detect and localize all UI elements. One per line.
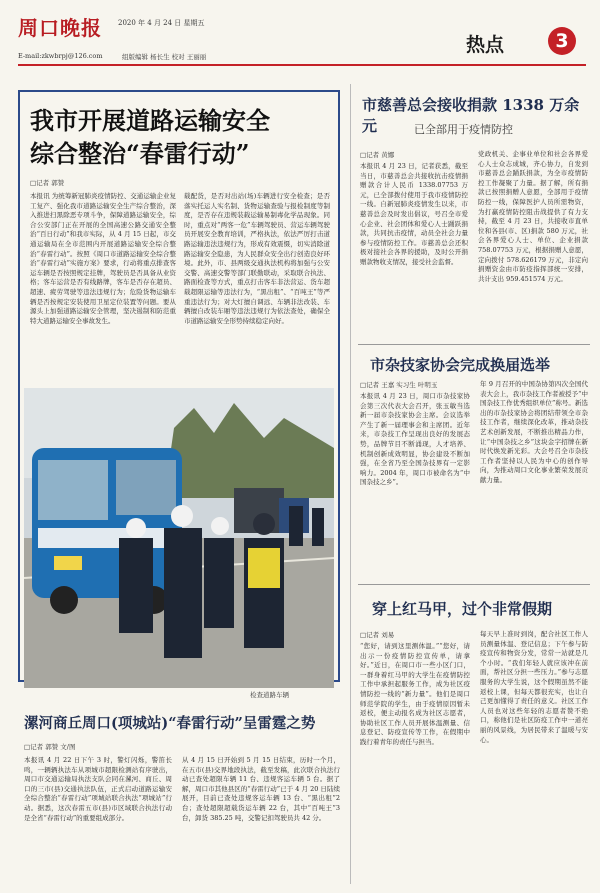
donation-body-col-2: 党政机关、企事业单位和社会各界爱心人士众志成城，齐心协力，自发到市慈善总会踊跃捐款，为全市疫情防控工作凝聚了力量。据了解，所有捐款已按照捐赠人意愿，全部用于疫情防控一线，保障医护人员所需物资，为打赢疫情防控阻击战提供了有力支持，截至 4 月 23 日，共接收市直单位和各县(市、区)捐款 580 万元，社会各界爱心人士、单位、企业捐款 758.07753 万元，根据捐赠人意愿，定向拨付 578.626179 万元，非定向捐赠资金由市防疫指挥部统一安排，共计支出 959.451574 万元。 xyxy=(478,150,588,283)
header-rule xyxy=(18,64,586,66)
donation-subhead: 已全部用于疫情防控 xyxy=(414,123,513,136)
lead-body-col-2: 载配货，是否对出站(场)车辆进行安全检查；是否落实托运人实名制、货物运输查验与报检制度等制度，是否存在违规装载运输易制毒化学品现象。同时，重点对“两客一危”车辆驾驶员、营运车辆驾驶员开展安全教育培训，严格执法，依法严厉打击道路运输违法违规行为，形成有效震慑，切实消除道路运输安全隐患，为人民群众安全出行创造良好环境。此外，市、县两级交通执法机构将加强与公安交警、高速交警等部门联勤联动，采取联合执法、路面检查等方式，重点打击客车非法营运、货车超载超限运输等违法行为，“黑出租”、“百吨王”等严重违法行为；对大灯擅自调远、车辆非法改装、车辆擅自改装车厢等违法违规行为依法查处，确保全市道路运输安全形势持续稳定向好。 xyxy=(184,192,330,325)
skills-headline: 市杂技家协会完成换届选举 xyxy=(370,356,551,374)
donation-byline: □记者 黄娜 xyxy=(360,151,395,159)
road-inspection-illustration xyxy=(24,388,334,688)
lead-headline xyxy=(30,104,330,170)
holiday-body-col-1: “您好，请到这里测体温。”“您好，请出示一份疫情防控宣传单，请拿好。”近日，在周口市一些小区门口，一群身着红马甲的大学生在疫情防控工作中承担起服务工作，成为社区疫情防控一线的“新力量”。他们是周口师范学院的学生，由于疫情原因暂未返校，便主动报名成为社区志愿者，协助社区工作人员开展体温测量、信息登记、防疫宣传等工作，在假期中践行着青年的责任与担当。 xyxy=(360,642,470,746)
issue-date: 2020 年 4 月 24 日 星期五 xyxy=(118,19,205,27)
holiday-headline: 穿上红马甲，过个非常假期 xyxy=(372,600,553,618)
holiday-byline: □记者 刘易 xyxy=(360,631,395,639)
donation-headline: 市慈善总会接收捐款 1338 万余元 xyxy=(362,96,580,135)
skills-body-col-1: 本报讯 4 月 23 日，周口市杂技家协会第三次代表大会召开，张玉敏当选新一届市杂技家协会主席。会议选举产生了新一届理事会和主席团。近年来，市杂技工作呈现出良好的发展态势，品牌节目不断涌现，人才培养、机制创新成效明显，协会建设不断加强，在全省乃至全国杂技界有一定影响力。2004 年，周口市被命名为“中国杂技之乡”。 xyxy=(360,392,470,487)
skills-body-col-2: 年 9 月召开的中国杂协第四次全国代表大会上，我市杂技工作者被授予“中国杂技工作优秀组织单位”称号。新选出的市杂技家协会将团结带领全市杂技工作者，继续深化改革，推动杂技艺术创新发展，不断推出精品力作，让“中国杂技之乡”这块金字招牌在新时代焕发新光彩。大会号召全市杂技工作者坚持以人民为中心的创作导向，为推动周口文化事业繁荣发展贡献力量。 xyxy=(480,380,588,484)
lead-photo xyxy=(24,388,334,688)
lower-left-body-col-2: 从 4 月 15 日开始到 5 月 15 日结束，历时一个月，在五市(县)交界地段执法，截至发稿，此次联合执法行动已查处超限车辆 11 台、违规客运车辆 5 台。据了解，周口市其他县区的“春雷行动”已于 4 月 20 日陆续展开，目前已查处违规客运车辆 13 台、“黑出租”2 台；查处超限超载货运车辆 22 台，其中“百吨王”3 台，卸货 385.25 吨，交警记扣驾驶员共 42 分。 xyxy=(182,756,340,822)
lower-left-body-col-1: 本报讯 4 月 22 日下午 3 时，警灯闪烁，警笛长鸣，一辆辆执法车从项城市超限检测站有序驶出，周口市交通运输局执法支队会同在漯河、商丘、周口的三市(县)交通执法队伍，正式启动道路运输安全综合整治“春雷行动”项城站联合执法“项城站”行动。据悉，这次春雷五市(县)市区域联合执法行动是全省“春雷行动”的重要组成部分。 xyxy=(24,756,172,822)
skills-byline: □记者 王嘉 实习生 叶明玉 xyxy=(360,381,438,389)
page-number-badge: 3 xyxy=(548,27,576,55)
donation-body-col-1: 本报讯 4 月 23 日，记者获悉，截至当日，市慈善总会共接收抗击疫情捐赠款合计人民币 1338.07753 万元，已全部拨付使用于我市疫情防控一线。自新冠肺炎疫情发生以来，市慈善总会及时发出倡议，号召全市爱心企业、社会团体和爱心人士踊跃捐款，共同抗击疫情，动员全社会力量参与疫情防控工作。市慈善总会还积极对接社会各界的援助，及时公开捐赠款物收支情况，接受社会监督。 xyxy=(360,162,468,266)
lower-left-headline: 漯河商丘周口(项城站)“春雷行动”呈雷霆之势 xyxy=(24,715,316,732)
lead-byline: □记者 郭赞 xyxy=(30,179,65,187)
contact-email: E-mail:zkwbrpj@126.com xyxy=(18,52,103,60)
lower-left-byline: □记者 郭赞 文/图 xyxy=(24,743,76,751)
column-divider xyxy=(350,84,351,884)
section-label: 热点 xyxy=(466,34,505,56)
editor-credits: 组版编辑 杨长生 校对 王丽丽 xyxy=(122,53,207,61)
section-divider-1 xyxy=(358,344,590,345)
photo-caption: 检查道路车辆 xyxy=(250,691,289,699)
lead-body-col-1: 本报讯 为统筹新冠肺炎疫情防控、交通运输企业复工复产、强化我市道路运输安全生产综合整治，深入推进扫黑除恶专项斗争，保障道路运输安全，综合公安部门正在开展的全国高速公路交通安全整治“百日行动”和我市实际，从 4 月 15 日起，市交通运输局在全市范围内开展道路运输安全综合整治“春雷行动”。按照《周口市道路运输安全综合整治“春雷行动”实施方案》要求，行动将重点排查客运车辆是否按照规定挂牌，驾驶员是否具备从业资格；客车运营是否有线路牌，客车是否存在超员、超速、疲劳驾驶等违法违规行为；危险货物运输车辆是否按规定安装使用卫星定位装置等问题。要从源头上加强道路运输安全管理，坚决遏制和防范重特大道路运输安全事故发生。 xyxy=(30,192,176,325)
lead-headline-line-2: 综合整治“春雷行动” xyxy=(30,139,250,168)
lead-headline-line-1: 我市开展道路运输安全 xyxy=(30,106,270,135)
section-divider-2 xyxy=(358,584,590,585)
masthead-title: 周口晚报 xyxy=(18,16,102,40)
holiday-body-col-2: 每天早上准时到岗，配合社区工作人员测量体温、登记信息；下午参与防疫宣传和物资分发，常常一站就是几个小时。“我们年轻人就应该冲在前面，帮社区分担一些压力。”参与志愿服务的大学生说，这个假期虽然不能返校上课，但每天都很充实，也让自己更加懂得了责任的意义。社区工作人员也对这些年轻的志愿者赞不绝口，称他们是社区防疫工作中一道亮丽的风景线，为居民带来了温暖与安心。 xyxy=(480,630,588,744)
